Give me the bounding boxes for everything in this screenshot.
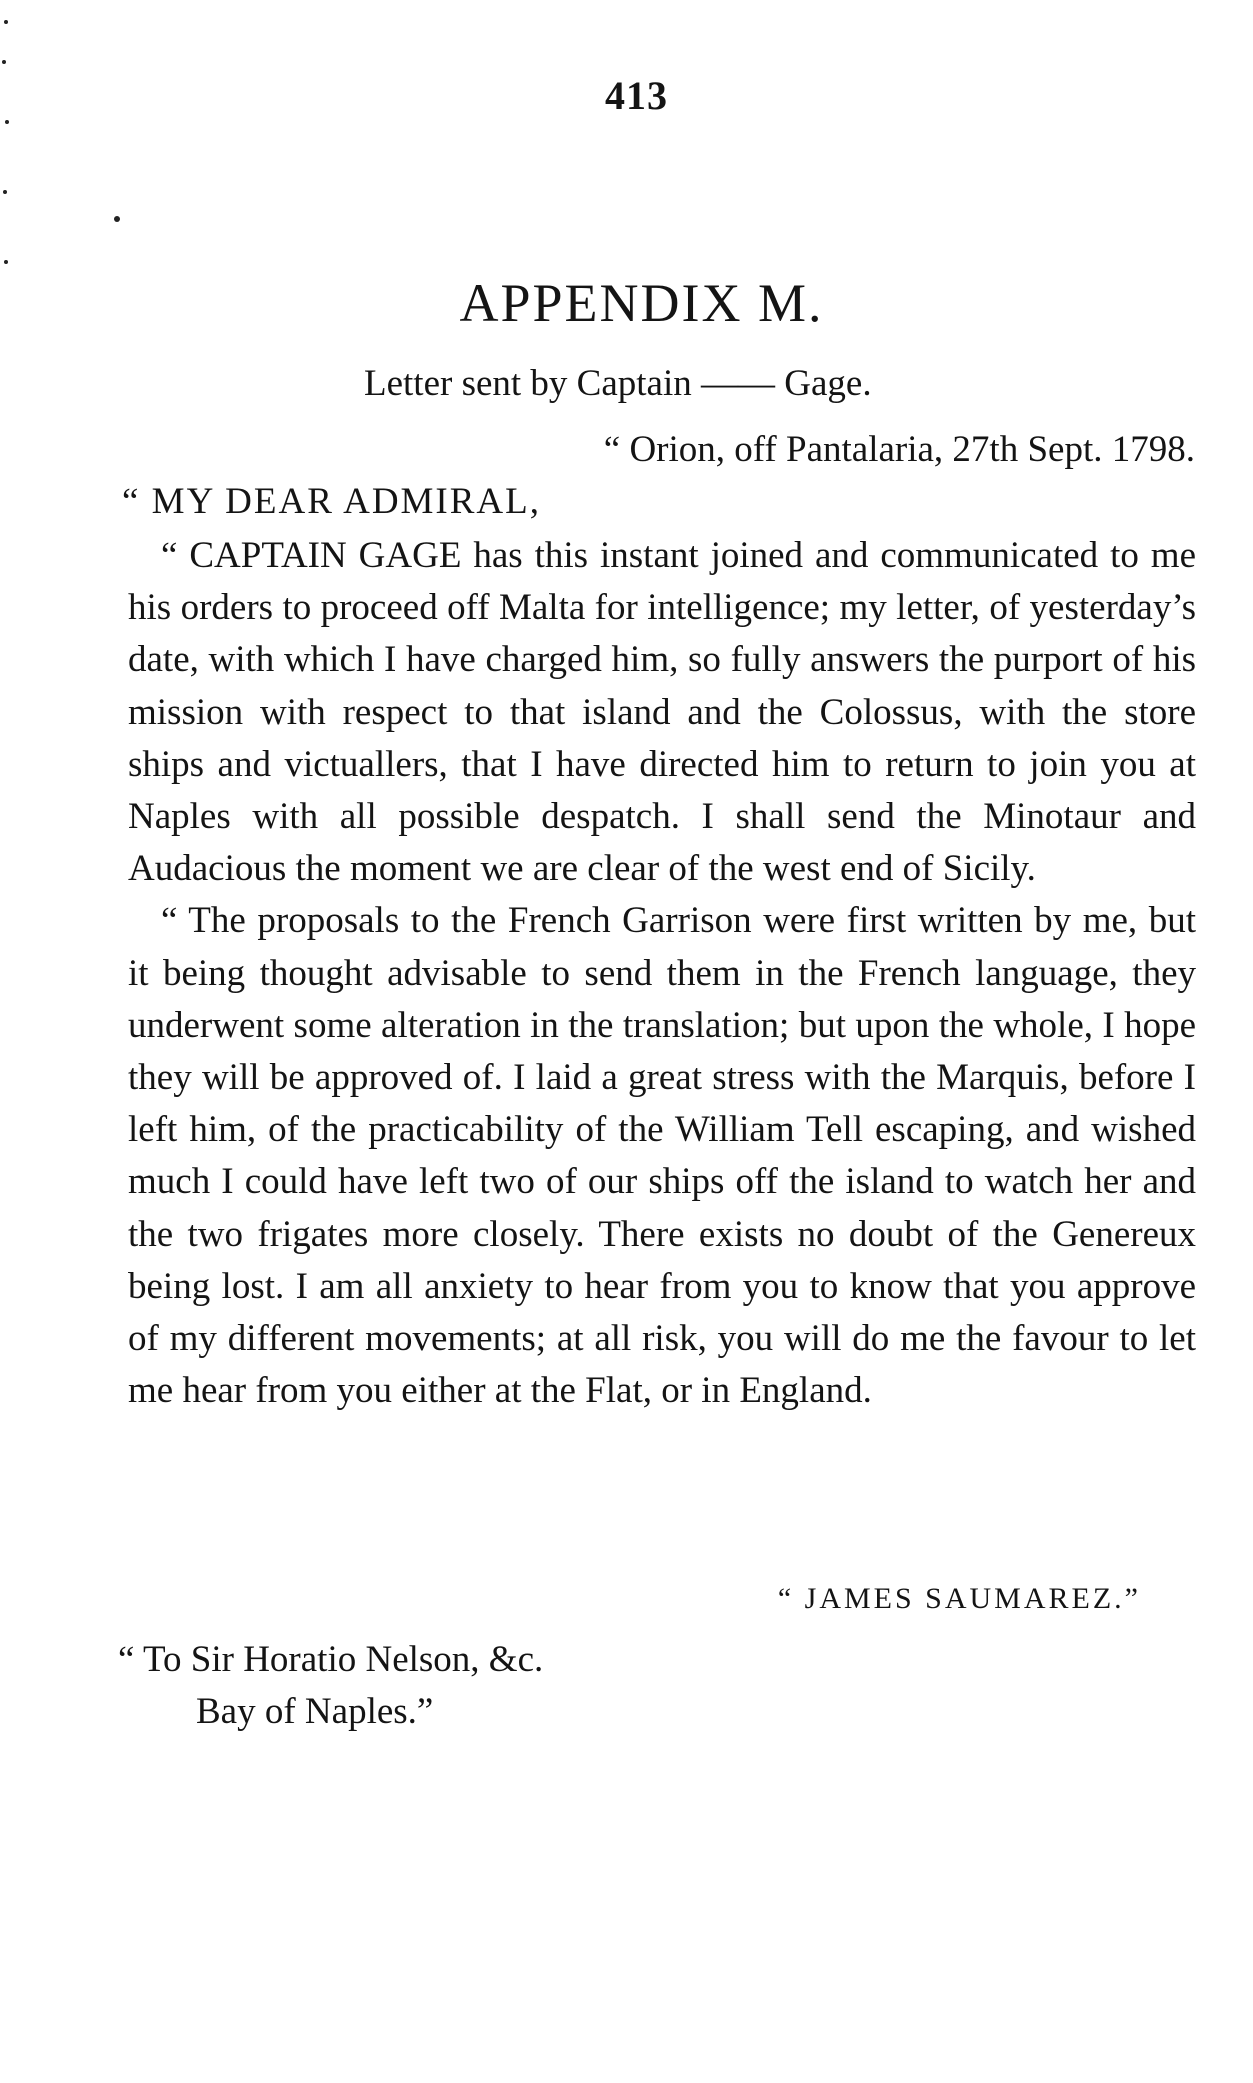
- appendix-heading: APPENDIX M.: [459, 273, 824, 333]
- letter-paragraph-2: “ The proposals to the French Garrison were first written by me, but it being thought advisable to send them in the French language, they underwent some alteration in the translation; but upon the whole, I hope they will be approved of. I laid a great stress with the Marquis, before I left him, of the practicability of the William Tell escaping, and wished much I could have left two of our ships off the island to watch her and the two frigates more closely. There exists no doubt of the Genereux being lost. I am all anxiety to hear from you to know that you approve of my different movements; at all risk, you will do me the favour to let me hear from you either at the Flat, or in England.: [128, 900, 1196, 1412]
- letter-dateline: “ Orion, off Pantalaria, 27th Sept. 1798.: [603, 429, 1195, 470]
- letter-salutation: “ MY DEAR ADMIRAL,: [122, 481, 542, 522]
- speckle-dot: [2, 60, 6, 64]
- letter-address-line-1: “ To Sir Horatio Nelson, &c.: [118, 1639, 544, 1680]
- speckle-dot: [5, 120, 9, 124]
- letter-signature: “ JAMES SAUMAREZ.”: [777, 1582, 1141, 1615]
- letter-paragraph-1: “ CAPTAIN GAGE has this instant joined and communicated to me his orders to proceed off Malta for intelligence; my letter, of yesterday’s date, with which I have charged him, so fully answers the purport of his mission with respect to that island and the Colossus, with the store ships and victuallers, that I have directed him to return to join you at Naples with all possible despatch. I shall send the Minotaur and Audacious the moment we are clear of the west end of Sicily.: [128, 535, 1196, 890]
- letter-address-line-2: Bay of Naples.”: [196, 1691, 434, 1732]
- letter-subheading: Letter sent by Captain —— Gage.: [364, 363, 872, 404]
- speckle-dot: [4, 20, 8, 24]
- speckle-dot: [3, 190, 7, 194]
- letter-body: [128, 530, 1196, 1417]
- speckle-dot: [4, 260, 8, 264]
- page-number: 413: [605, 73, 668, 118]
- ink-mark: [114, 216, 120, 222]
